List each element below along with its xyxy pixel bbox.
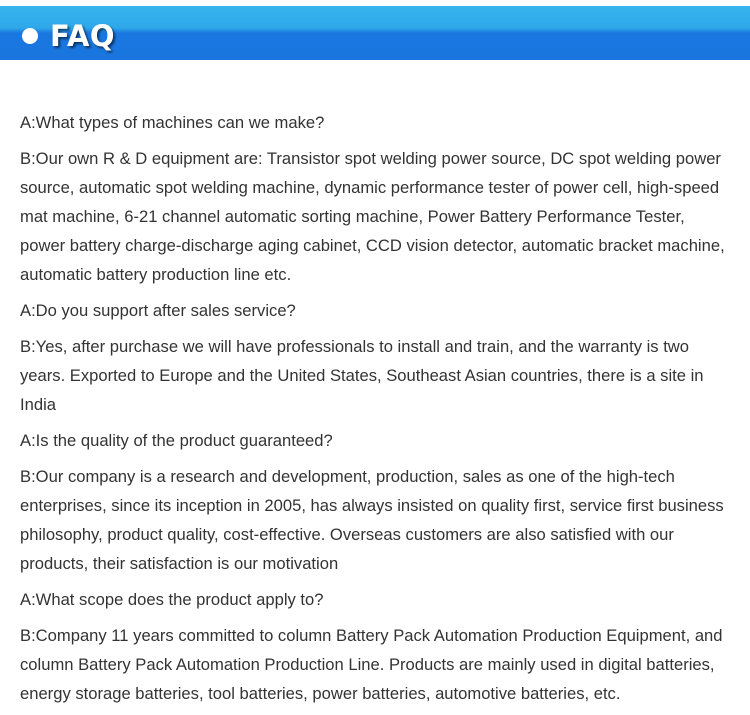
faq-question-3: A:Is the quality of the product guaranteed? (20, 431, 333, 450)
faq-question-4: A:What scope does the product apply to? (20, 590, 324, 609)
faq-list (20, 108, 732, 715)
faq-answer-2: B:Yes, after purchase we will have professionals to install and train, and the warranty is two years. Exported to Europe and the United States, Southeast Asian countries, there is a site in India (20, 337, 704, 414)
faq-answer-3: B:Our company is a research and development, production, sales as one of the high-tech enterprises, since its inception in 2005, has always insisted on quality first, service first business philosophy, product quality, cost-effective. Overseas customers are also satisfied with our products, their satisfaction is our motivation (20, 467, 724, 573)
faq-question-2: A:Do you support after sales service? (20, 301, 296, 320)
faq-answer-4: B:Company 11 years committed to column Battery Pack Automation Production Equipment, and column Battery Pack Automation Production Line. Products are mainly used in digital batteries, energy storage batteries, tool batteries, power batteries, automotive batteries, etc. (20, 626, 723, 703)
faq-title: FAQ (50, 19, 116, 53)
faq-question-1: A:What types of machines can we make? (20, 113, 325, 132)
faq-answer-1: B:Our own R & D equipment are: Transistor spot welding power source, DC spot welding power source, automatic spot welding machine, dynamic performance tester of power cell, high-speed mat machine, 6-21 channel automatic sorting machine, Power Battery Performance Tester, power battery charge-discharge aging cabinet, CCD vision detector, automatic bracket machine, automatic battery production line etc. (20, 149, 725, 284)
faq-header-banner (0, 6, 750, 60)
bullet-dot-icon (22, 28, 38, 44)
